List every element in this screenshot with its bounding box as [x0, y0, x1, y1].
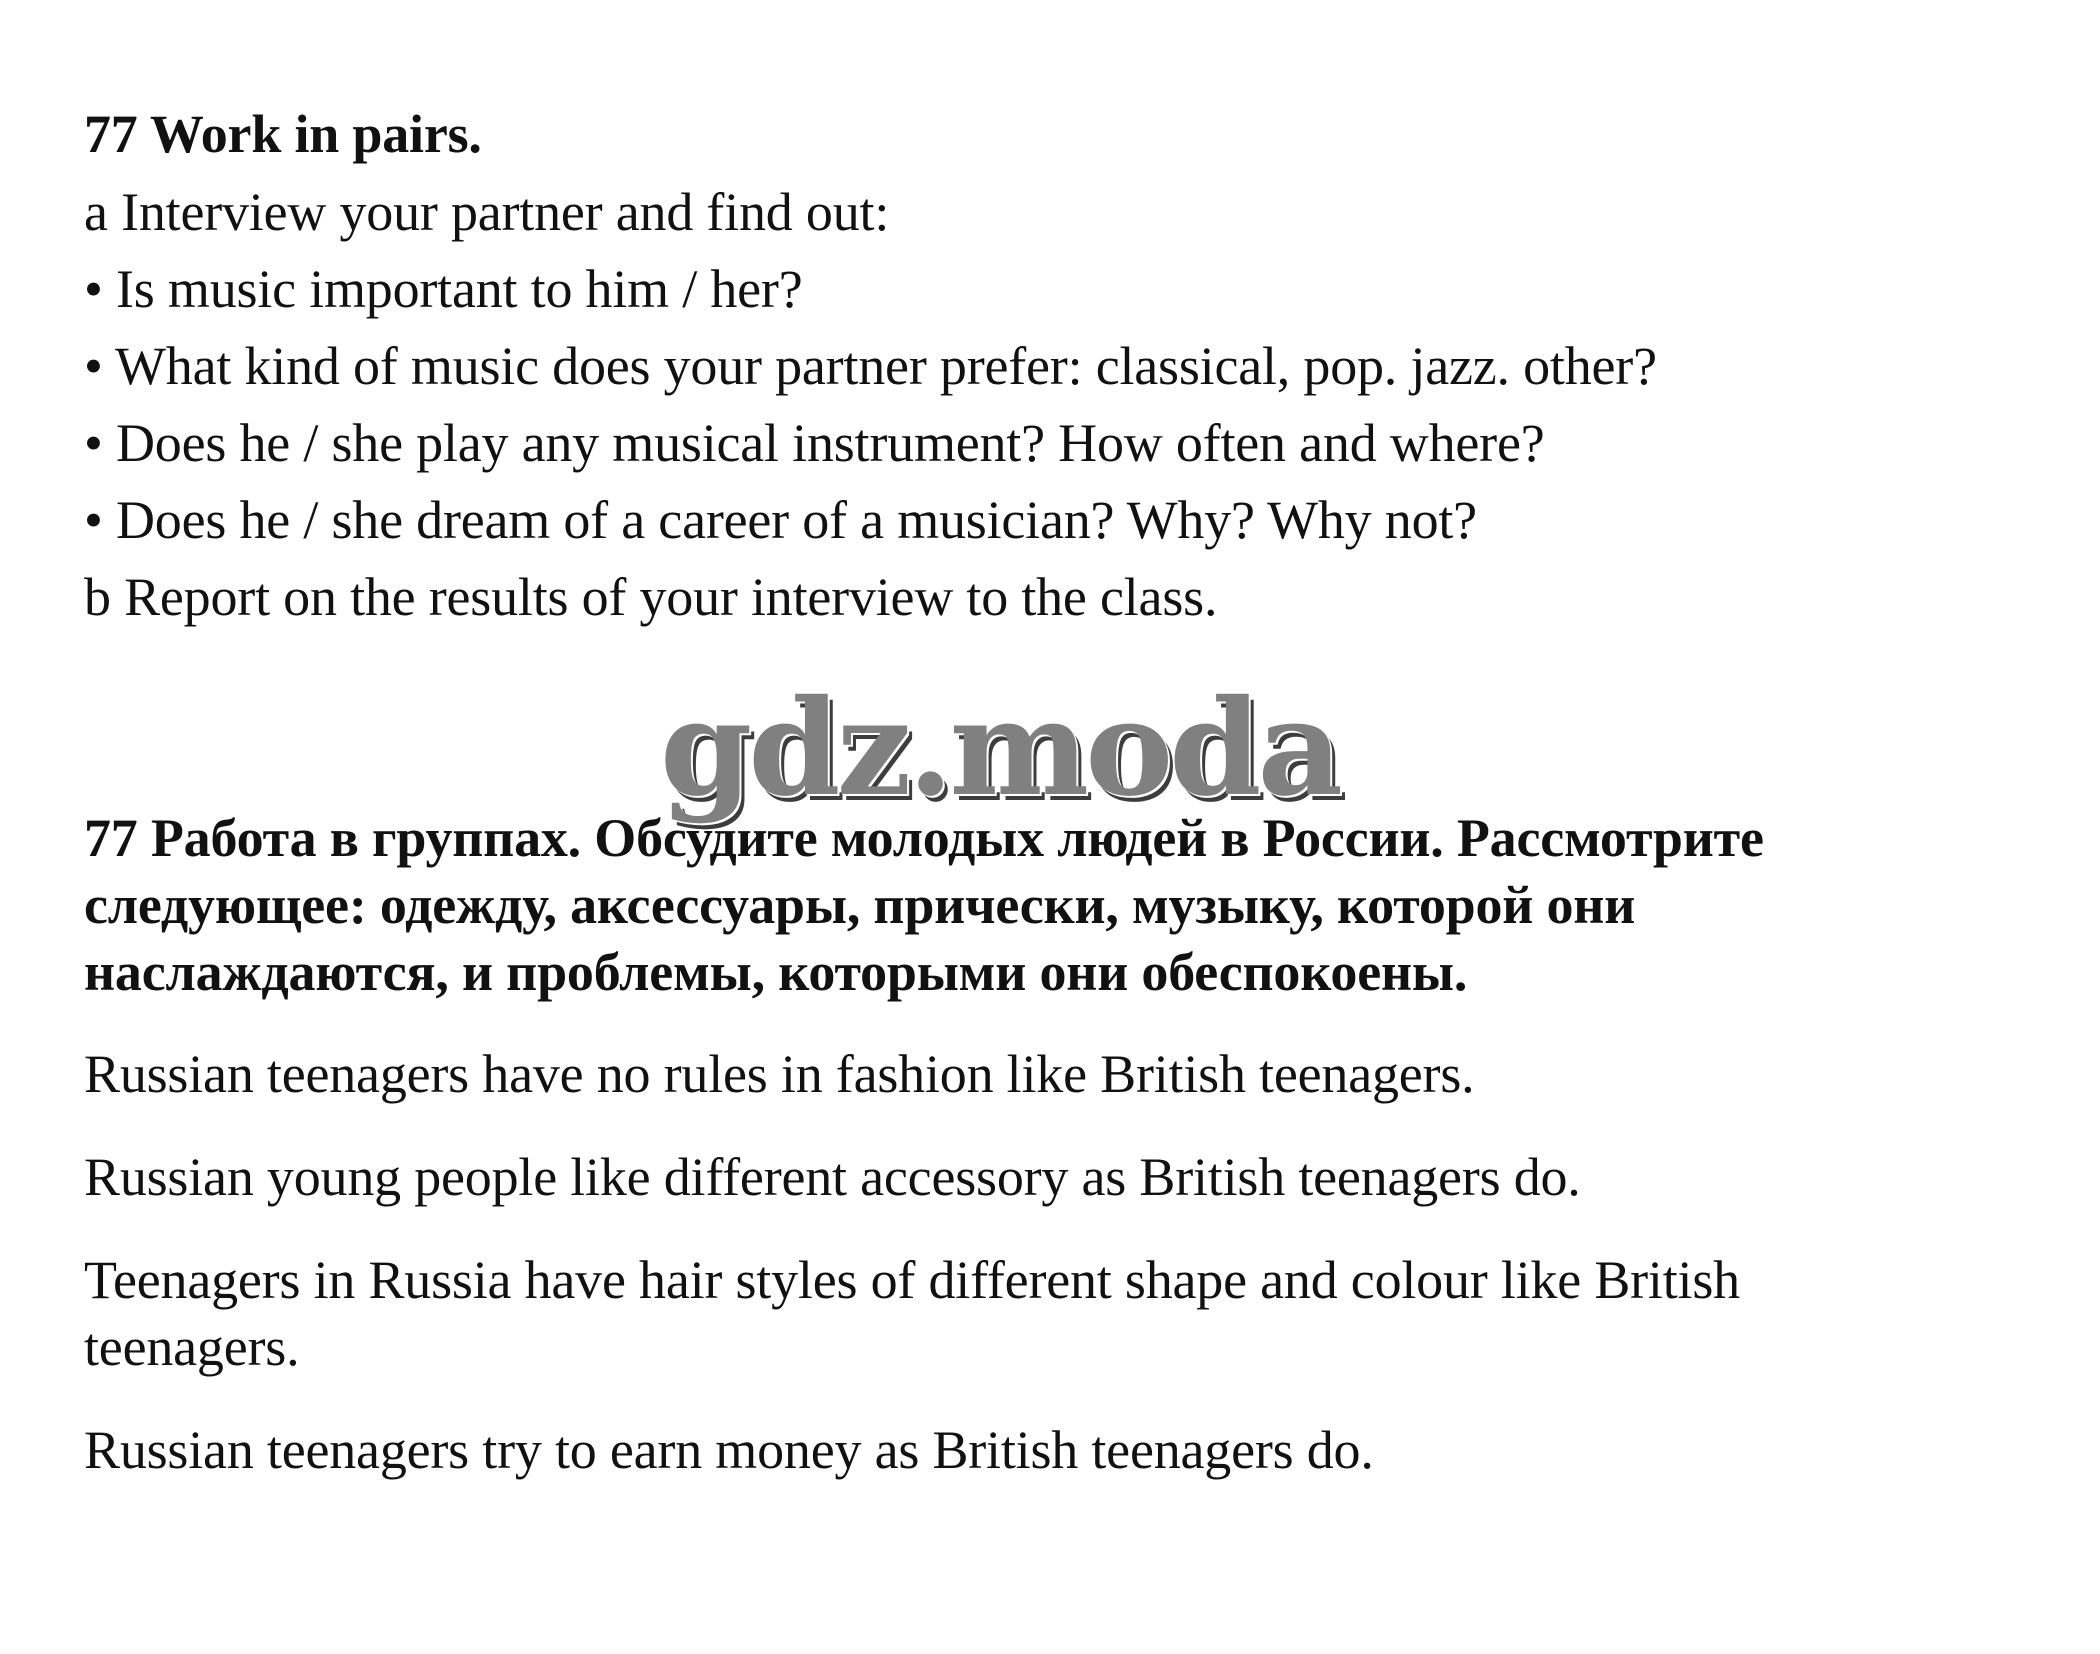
answer-paragraph-continuation: teenagers.	[84, 1317, 300, 1377]
task-heading-ru-line: 77 Работа в группах. Обсудите молодых людей в России. Рассмотрите	[84, 808, 1764, 868]
bullet-item: • Does he / she play any musical instrument? How often and where?	[84, 413, 1545, 473]
answer-paragraph: Russian teenagers try to earn money as British teenagers do.	[84, 1420, 1374, 1480]
bullet-item: • Does he / she dream of a career of a musician? Why? Why not?	[84, 490, 1477, 550]
bullet-item: • What kind of music does your partner prefer: classical, pop. jazz. other?	[84, 336, 1657, 396]
task-part-a: a Interview your partner and find out:	[84, 182, 890, 242]
task-heading-ru-line: наслаждаются, и проблемы, которыми они обеспокоены.	[84, 942, 1468, 1002]
watermark-logo: gdz.moda	[660, 671, 1340, 826]
bullet-item: • Is music important to him / her?	[84, 259, 803, 319]
task-heading-ru-line: следующее: одежду, аксессуары, прически, музыку, которой они	[84, 875, 1636, 935]
answer-paragraph: Teenagers in Russia have hair styles of different shape and colour like British	[84, 1250, 1740, 1310]
answer-paragraph: Russian young people like different accessory as British teenagers do.	[84, 1147, 1581, 1207]
task-heading-en: 77 Work in pairs.	[84, 104, 482, 164]
task-part-b: b Report on the results of your interview to the class.	[84, 567, 1218, 627]
answer-paragraph: Russian teenagers have no rules in fashion like British teenagers.	[84, 1044, 1475, 1104]
